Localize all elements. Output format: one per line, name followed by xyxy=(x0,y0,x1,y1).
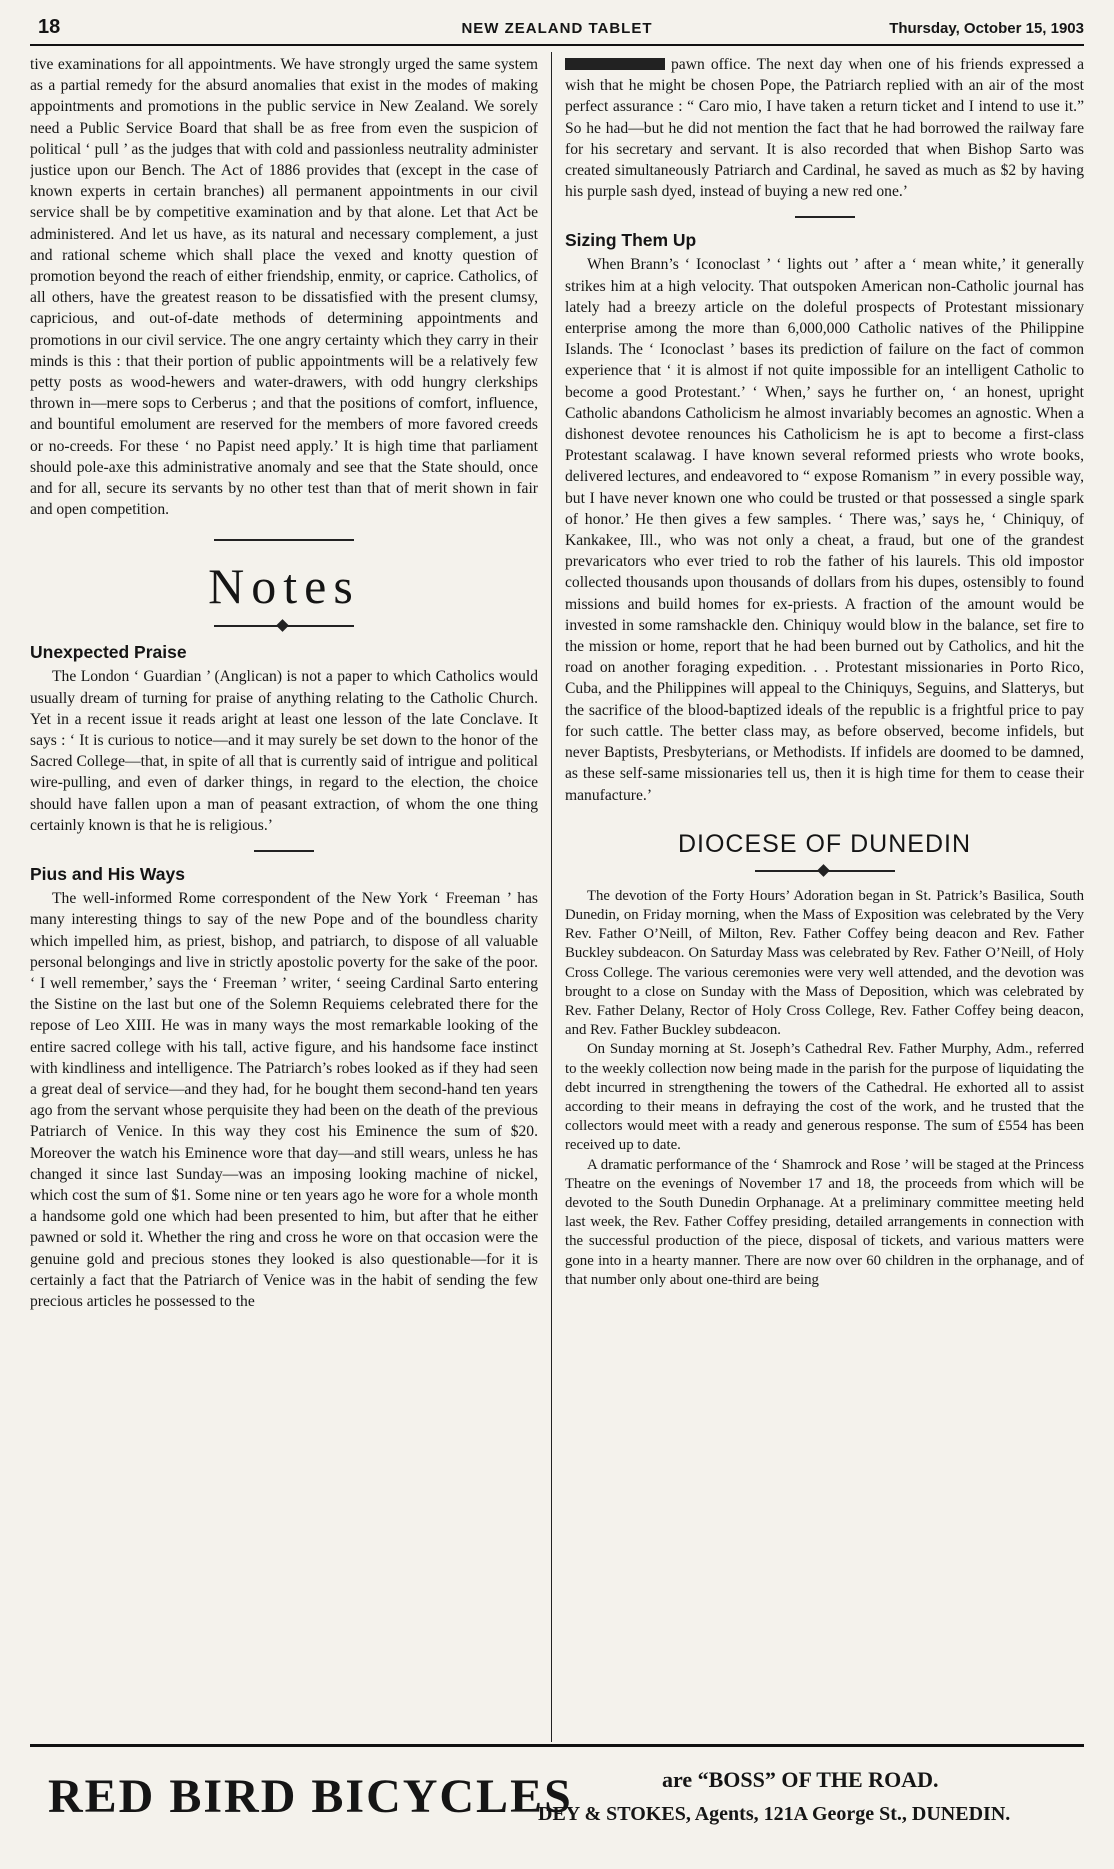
diocese-paragraph: On Sunday morning at St. Joseph’s Cathedral Rev. Father Murphy, Adm., referred to the weekly collection now being made in the parish for the purpose of liquidating the debt incurred in strengthening the towers of the Cathedral. He exhorted all to assist according to their means in defraying the cost of the work, and he trusted that the collectors would meet with a ready and generous response. The sum of £554 has been received up to date. xyxy=(565,1041,1084,1154)
short-rule xyxy=(254,850,314,852)
article-body: The well-informed Rome correspondent of the New York ‘ Freeman ’ has many interesting things to say of the new Pope and of the boundless charity which impelled him, as priest, bishop, and patriarch, to dispose of all valuable personal belongings and live in strictly apostolic poverty for the sake of the poor. ‘ I well remember,’ says the ‘ Freeman ’ writer, ‘ seeing Cardinal Sarto entering the Sistine on the last but one of the Solemn Requiems celebrated there for the repose of Leo XIII. He was in many ways the most remarkable looking of the entire sacred college with his tall, active figure, and his handsome face instinct with kindliness and intelligence. The Patriarch’s robes looked as if they had seen a great deal of service—and they had, for he bought them second-hand ten years ago from the servant whose perquisite they had been on the death of the previous Patriarch of Venice. In this way they cost his Eminence the sum of $20. Moreover the watch his Eminence wore that day—and still wears, unless he has changed it since last Sunday—was an imposing looking machine of nickel, which cost the sum of $1. Some nine or ten years ago he wore for a whole month a handsome gold one which had been presented to him, but after that he either pawned or sold it. Whether the ring and cross he wore on that occasion were the genuine gold and precious stones they looked is also questionable—for it is certainly a fact that the Patriarch of Venice was in the habit of sending the few precious articles he possessed to the xyxy=(30,890,538,1310)
notes-section-title: Notes xyxy=(208,558,360,615)
ink-blot xyxy=(565,58,665,70)
newspaper-page xyxy=(30,14,1084,1854)
diocese-paragraph: The devotion of the Forty Hours’ Adoration began in St. Patrick’s Basilica, South Dunedin, on Friday morning, when the Mass of Exposition was celebrated by the Very Rev. Father O’Neill, of Milton, Rev. Father Coffey being deacon and Rev. Father Buckley subdeacon. On Saturday Mass was celebrated by Rev. Father O’Neill, of Holy Cross College. The various ceremonies were very well attended, and the devotion was brought to a close on Sunday with the Mass of Deposition, which was celebrated by Rev. Father Delany, Rector of Holy Cross College, Rev. Father Coffey being deacon, and Rev. Father Buckley subdeacon. xyxy=(565,887,1084,1039)
article-heading: Unexpected Praise xyxy=(30,642,187,663)
diocese-paragraph: A dramatic performance of the ‘ Shamrock and Rose ’ will be staged at the Princess Theatre on the evenings of November 17 and 18, the proceeds from which will be devoted to the South Dunedin Orphanage. At a preliminary committee meeting held last week, the Rev. Father Coffey presiding, detailed arrangements in connection with the successful production of the piece, disposal of tickets, and various matters were gone into in a hearty manner. There are now over 60 children in the orphanage, and of that number only about one-third are being xyxy=(565,1156,1084,1288)
ornament-divider xyxy=(214,536,354,544)
newspaper-title: NEW ZEALAND TABLET xyxy=(461,20,653,37)
article-body: The London ‘ Guardian ’ (Anglican) is not a paper to which Catholics would usually dream of turning for praise of anything relating to the Catholic Church. Yet in a recent issue it reads aright at least one lesson of the late Conclave. It says : ‘ It is curious to notice—and it may surely be set down to the honor of the Sacred College—that, in spite of all that is currently said of intrigue and political wire-pulling, and even of darker things, in regard to the election, the choice should have fallen upon a man of peasant extraction, of whom the one thing certainly known is that he is religious.’ xyxy=(30,668,538,834)
article-heading: Sizing Them Up xyxy=(565,230,697,251)
editorial-continuation: tive examinations for all appointments. We have strongly urged the same system as a partial remedy for the absurd anomalies that exist in the modes of making appointments and promotions in the public service in New Zealand. We sorely need a Public Service Board that shall be as free from even the suspicion of political ‘ pull ’ as the judges that with cold and passionless neutrality administer justice upon our Bench. The Act of 1886 provides that (except in the case of known experts in certain branches) all permanent appointments in our civil service shall be by competitive examination and by that alone. Let that Act be administered. And let us have, as its natural and necessary complement, a just and rational scheme which shall place the vexed and knotty question of promotion beyond the reach of either friendship, enmity, or caprice. Catholics, of all others, have the greatest reason to be dissatisfied with the present clumsy, capricious, and out-of-date methods of determining appointments and promotions in our civil service. The one angry certainty which they carry in their minds is this : that their portion of public appointments will be a relatively few petty posts as wood-hewers and water-drawers, with odd hungry clerkships thrown in—mere sops to Cerberus ; and that the positions of comfort, influence, and bountiful emolument are reserved for the members of more favored creeds or no-creeds. For these ‘ no Papist need apply.’ It is high time that parliament should pole-axe this administrative anomaly and see that the State should, once and for all, secure its servants by no other test than that of merit shown in fair and open competition. xyxy=(30,56,538,519)
masthead xyxy=(30,14,1084,46)
ad-brand: RED BIRD BICYCLES xyxy=(48,1770,573,1823)
article-heading: Pius and His Ways xyxy=(30,864,185,885)
continuation-text: pawn office. The next day when one of his friends expressed a wish that he might be chosen Pope, the Patriarch replied with an air of the most perfect assurance : “ Caro mio, I have taken a return ticket and I intend to use it.” So he had—but he did not mention the fact that he had borrowed the railway fare for his secretary and servant. It is also recorded that when Bishop Sarto was created simultaneously Patriarch and Cardinal, he saved as much as $2 by having his purple sash dyed, instead of buying a new red one.’ xyxy=(565,56,1084,201)
article-continuation xyxy=(565,54,1084,202)
diocese-heading: DIOCESE OF DUNEDIN xyxy=(677,829,972,858)
short-rule xyxy=(795,216,855,218)
issue-date: Thursday, October 15, 1903 xyxy=(889,20,1084,37)
column-divider xyxy=(551,52,552,1742)
diocese-article xyxy=(565,887,1084,1290)
ad-address: DEY & STOKES, Agents, 121A George St., DUNEDIN. xyxy=(538,1803,1011,1825)
bicycle-advertisement xyxy=(30,1744,1084,1857)
ornament-divider xyxy=(755,867,895,875)
ad-slogan: are “BOSS” OF THE ROAD. xyxy=(662,1767,939,1792)
ornament-divider xyxy=(214,622,354,630)
right-column xyxy=(565,54,1084,1734)
page-number: 18 xyxy=(38,16,61,38)
article-body: When Brann’s ‘ Iconoclast ’ ‘ lights out ’ after a ‘ mean white,’ it generally strikes him at a high velocity. That outspoken American non-Catholic journal has lately had a breezy article on the doleful prospects of Protestant missionary enterprise among the more than 6,000,000 Catholic natives of the Philippine Islands. The ‘ Iconoclast ’ bases its prediction of failure on the fact of common experience that ‘ it is almost if not quite impossible for an intelligent Catholic to become a good Protestant.’ ‘ When,’ says he further on, ‘ an honest, upright Catholic abandons Catholicism he almost invariably becomes an agnostic. When a dishonest devotee renounces his Catholicism he is apt to become a first-class Protestant scalawag. I have known several reformed priests who wrote books, delivered lectures, and endeavored to “ expose Romanism ” in every possible way, but I have never known one who could be trusted or that possessed a single spark of honor.’ He then gives a few samples. ‘ There was,’ says he, ‘ Chiniquy, of Kankakee, Ill., who was not only a cheat, a fraud, but one of the grandest prevaricators who ever tried to rob the father of his laurels. This old impostor collected thousands upon thousands of dollars from his dupes, ostensibly to found missions and build homes for ex-priests. A fraction of the amount would be invested in some ramshackle den. Chiniquy would blow in the balance, set fire to the mission or home, report that he had been burned out by Catholics, and hit the road on another foraging expedition. . . Protestant missionaries in Porto Rico, Cuba, and the Philippines will appeal to the Chiniquys, Seguins, and Slatterys, but the sacrifice of the blood-baptized ideals of the republic is a frightful price to pay for such cattle. The better class may, as before observed, become infidels, but never Baptists, Presbyterians, or Methodists. If infidels are doomed to be damned, as these self-same missionaries tell us, then it is high time for them to cease their manufacture.’ xyxy=(565,256,1084,804)
left-column xyxy=(30,54,538,1734)
